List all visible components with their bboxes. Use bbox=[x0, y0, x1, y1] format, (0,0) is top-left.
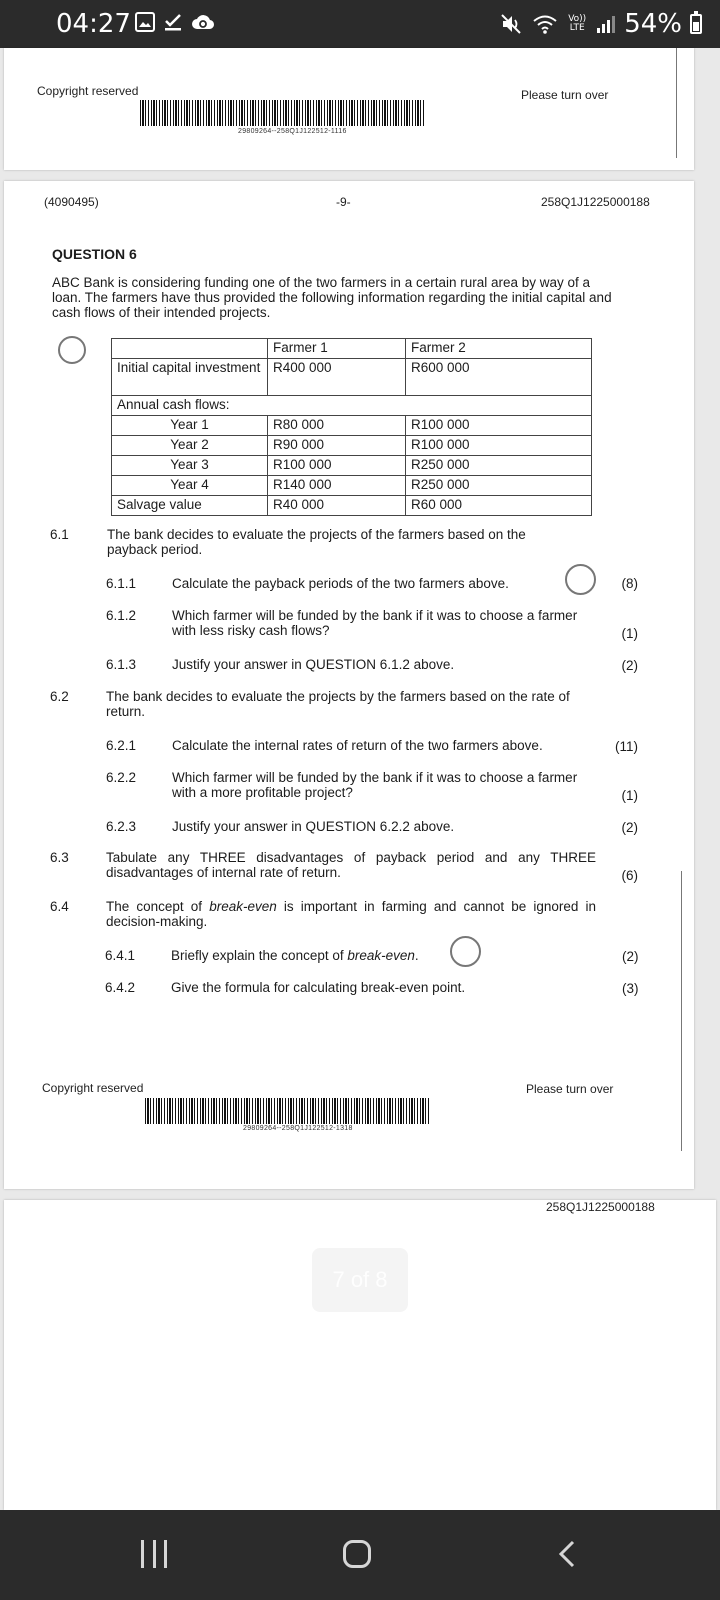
question-text: Give the formula for calculating break-even point. bbox=[171, 980, 466, 995]
question-marks: (2) bbox=[621, 658, 638, 673]
question-text-part: . bbox=[414, 948, 419, 963]
question-text: Justify your answer in QUESTION 6.1.2 above. bbox=[172, 657, 455, 672]
question-number: 6.4.2 bbox=[105, 980, 136, 995]
table-cell: Year 4 bbox=[112, 476, 268, 496]
table-cell: Year 1 bbox=[112, 416, 268, 436]
barcode bbox=[140, 100, 424, 126]
table-cell: R250 000 bbox=[406, 456, 592, 476]
page-number: -9- bbox=[336, 195, 351, 209]
question-text-part: Briefly explain the concept of bbox=[171, 948, 348, 963]
question-marks: (11) bbox=[614, 739, 638, 754]
table-cell: R40 000 bbox=[268, 496, 406, 516]
question-number: 6.4 bbox=[50, 899, 69, 914]
table-cell: R100 000 bbox=[406, 416, 592, 436]
table-cell: R90 000 bbox=[268, 436, 406, 456]
recent-apps-button[interactable] bbox=[141, 1540, 167, 1568]
home-button[interactable] bbox=[343, 1540, 371, 1568]
document-id: 258Q1J1225000188 bbox=[541, 195, 650, 209]
table-cell: R250 000 bbox=[406, 476, 592, 496]
wifi-icon bbox=[532, 13, 558, 35]
table-cell: R100 000 bbox=[406, 436, 592, 456]
question-number: 6.4.1 bbox=[105, 948, 136, 963]
question-text: Calculate the payback periods of the two farmers above. bbox=[172, 576, 509, 591]
question-text: Tabulate any THREE disadvantages of payback period and any THREE disadvantages of internal rate of return. bbox=[106, 850, 596, 880]
table-row bbox=[112, 456, 592, 476]
table-cell: R100 000 bbox=[268, 456, 406, 476]
emphasis-text: break-even bbox=[209, 899, 277, 914]
check-icon bbox=[163, 12, 183, 32]
gallery-icon bbox=[135, 12, 155, 32]
volte-icon: Vo)) LTE bbox=[568, 14, 587, 33]
table-cell: Year 3 bbox=[112, 456, 268, 476]
signal-icon bbox=[596, 14, 616, 34]
question-marks: (2) bbox=[622, 949, 639, 964]
status-bar bbox=[0, 0, 720, 48]
question-marks: (2) bbox=[621, 820, 638, 835]
table-cell bbox=[112, 339, 268, 359]
document-page-next[interactable] bbox=[4, 1200, 716, 1510]
annotation-circle[interactable] bbox=[58, 336, 86, 364]
annotation-circle[interactable] bbox=[450, 936, 481, 967]
table-row bbox=[112, 436, 592, 456]
annotation-circle[interactable] bbox=[565, 564, 596, 595]
question-marks: (1) bbox=[621, 626, 638, 641]
question-marks: (1) bbox=[621, 788, 638, 803]
question-number: 6.2.2 bbox=[106, 770, 137, 785]
page-edge-line bbox=[676, 48, 677, 158]
question-text-part: The concept of bbox=[106, 899, 210, 914]
question-text: Justify your answer in QUESTION 6.2.2 above. bbox=[172, 819, 455, 834]
table-cell: R60 000 bbox=[406, 496, 592, 516]
barcode bbox=[145, 1098, 429, 1124]
turn-over-text: Please turn over bbox=[521, 88, 609, 102]
navigation-bar bbox=[0, 1510, 720, 1600]
emphasis-text: break-even bbox=[347, 948, 415, 963]
table-header-farmer-1: Farmer 1 bbox=[268, 339, 406, 359]
notification-icons bbox=[135, 12, 215, 32]
table-row bbox=[112, 476, 592, 496]
turn-over-text: Please turn over bbox=[526, 1082, 614, 1096]
table-row bbox=[112, 359, 592, 396]
question-number: 6.1.2 bbox=[106, 608, 137, 623]
battery-percent: 54% bbox=[624, 9, 682, 39]
table-cell: R80 000 bbox=[268, 416, 406, 436]
table-cell: R400 000 bbox=[268, 359, 406, 396]
question-marks: (8) bbox=[621, 576, 638, 591]
status-time: 04:27 bbox=[56, 9, 131, 39]
copyright-text: Copyright reserved bbox=[37, 84, 139, 98]
recent-apps-icon bbox=[164, 1540, 167, 1568]
question-marks: (3) bbox=[622, 981, 639, 996]
mute-icon bbox=[500, 13, 524, 35]
question-number: 6.2.3 bbox=[106, 819, 137, 834]
table-cell: R600 000 bbox=[406, 359, 592, 396]
question-intro: ABC Bank is considering funding one of the two farmers in a certain rural area by way of a loan. The farmers have thus provided the following information regarding the initial capital and cash flows of their intended projects. bbox=[52, 275, 612, 320]
question-number: 6.3 bbox=[50, 850, 69, 865]
question-text: The bank decides to evaluate the projects by the farmers based on the rate of return. bbox=[106, 689, 570, 719]
table-row bbox=[112, 416, 592, 436]
back-button[interactable] bbox=[553, 1540, 581, 1568]
table-header-farmer-2: Farmer 2 bbox=[406, 339, 592, 359]
barcode-number: 29809264--258Q1J122512-1116 bbox=[238, 128, 347, 135]
table-row bbox=[112, 339, 592, 359]
cloud-icon bbox=[191, 12, 215, 32]
question-text-part: is important in farming and cannot be ignored in decision-making. bbox=[106, 899, 597, 929]
page-edge-line bbox=[681, 871, 682, 1151]
table-cell: Annual cash flows: bbox=[112, 396, 592, 416]
recent-apps-icon bbox=[153, 1540, 156, 1568]
document-id: 258Q1J1225000188 bbox=[546, 1200, 655, 1214]
table-row bbox=[112, 496, 592, 516]
battery-icon bbox=[690, 14, 702, 34]
question-text: Which farmer will be funded by the bank if it was to choose a farmer with a more profitable project? bbox=[172, 770, 578, 800]
table-cell: Initial capital investment bbox=[112, 359, 268, 396]
table-cell: Salvage value bbox=[112, 496, 268, 516]
question-number: 6.2.1 bbox=[106, 738, 137, 753]
question-text: Which farmer will be funded by the bank if it was to choose a farmer with less risky cash flows? bbox=[172, 608, 578, 638]
table-cell: Year 2 bbox=[112, 436, 268, 456]
header-code: (4090495) bbox=[44, 195, 99, 209]
question-number: 6.1.1 bbox=[106, 576, 137, 591]
question-text bbox=[106, 899, 596, 929]
table-row bbox=[112, 396, 592, 416]
question-marks: (6) bbox=[621, 868, 638, 883]
system-icons bbox=[500, 9, 702, 39]
question-text bbox=[171, 948, 471, 963]
table-cell: R140 000 bbox=[268, 476, 406, 496]
question-number: 6.1.3 bbox=[106, 657, 137, 672]
document-page[interactable] bbox=[4, 181, 694, 1189]
recent-apps-icon bbox=[141, 1540, 144, 1568]
question-number: 6.2 bbox=[50, 689, 69, 704]
cash-flow-table bbox=[111, 338, 592, 516]
document-page-previous[interactable] bbox=[4, 48, 694, 170]
question-text: The bank decides to evaluate the projects of the farmers based on the payback period. bbox=[107, 527, 526, 557]
question-title: QUESTION 6 bbox=[52, 246, 137, 262]
question-number: 6.1 bbox=[50, 527, 69, 542]
page-indicator: 7 of 8 bbox=[312, 1248, 408, 1312]
question-text: Calculate the internal rates of return of the two farmers above. bbox=[172, 738, 543, 753]
barcode-number: 29809264--258Q1J122512-1318 bbox=[243, 1125, 353, 1132]
copyright-text: Copyright reserved bbox=[42, 1081, 144, 1095]
